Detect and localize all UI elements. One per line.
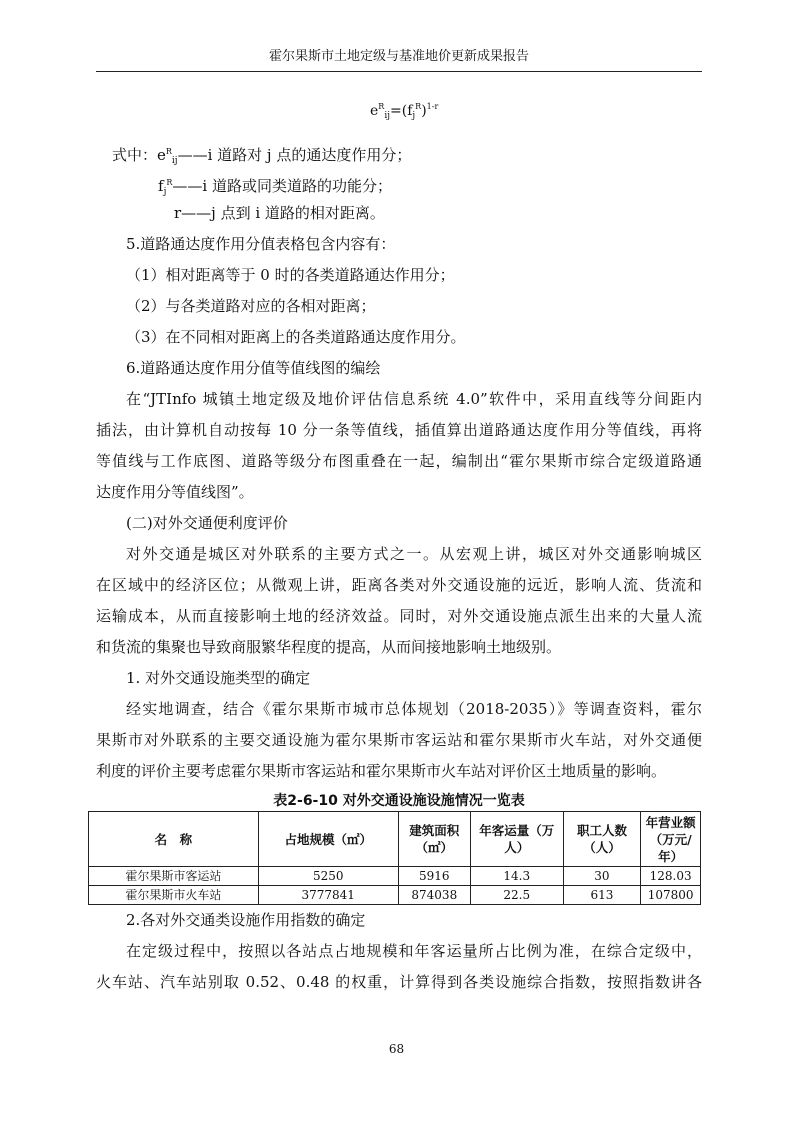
cell-building-area: 5916 bbox=[398, 867, 470, 886]
subsection-2-line-1: 对外交通是城区对外联系的主要方式之一。从宏观上讲，城区对外交通影响城区 bbox=[126, 545, 702, 563]
item-2-title: 2.各对外交通类设施作用指数的确定 bbox=[126, 911, 366, 929]
formula-eq: =(f bbox=[390, 103, 413, 119]
table-caption: 表2-6-10 对外交通设施设施情况一览表 bbox=[273, 793, 525, 809]
formula-exponent: 1-r bbox=[426, 102, 439, 111]
definition-3: r——j 点到 i 道路的相对距离。 bbox=[174, 204, 385, 222]
header-land-area: 占地规模（㎡） bbox=[258, 812, 398, 867]
cell-staff-count: 30 bbox=[563, 867, 641, 886]
page-body bbox=[96, 96, 702, 998]
subsection-2-title: (二)对外交通便利度评价 bbox=[126, 514, 288, 532]
section-6-line-3: 等值线与工作底图、道路等级分布图重叠在一起，编制出“霍尔果斯市综合定级道路通 bbox=[96, 452, 702, 470]
section-5-item-2: （2）与各类道路对应的各相对距离； bbox=[126, 297, 376, 315]
formula-lhs-sub: ij bbox=[384, 111, 390, 121]
formula-lhs-sup: R bbox=[378, 102, 385, 111]
subsection-2-line-4: 和货流的集聚也导致商服繁华程度的提高，从而间接地影响土地级别。 bbox=[96, 638, 562, 656]
section-5-item-3: （3）在不同相对距离上的各类道路通达度作用分。 bbox=[126, 328, 466, 346]
header-staff-count: 职工人数（人） bbox=[563, 812, 641, 867]
cell-name: 霍尔果斯市火车站 bbox=[89, 886, 259, 905]
formula-f-sub: j bbox=[412, 111, 416, 121]
section-5-title: 5.道路通达度作用分值表格包含内容有： bbox=[126, 235, 396, 253]
formula-expression bbox=[370, 102, 438, 121]
header-passenger-volume: 年客运量（万人） bbox=[470, 812, 563, 867]
item-2-line-1: 在定级过程中，按照以各站点占地规模和年客运量所占比例为准，在综合定级中， bbox=[126, 942, 702, 960]
cell-building-area: 874038 bbox=[398, 886, 470, 905]
definition-1-text: ——i 道路对 j 点的通达度作用分； bbox=[177, 146, 412, 164]
subsection-2-line-3: 运输成本，从而直接影响土地的经济效益。同时，对外交通设施点派生出来的大量人流 bbox=[96, 607, 702, 625]
cell-revenue: 107800 bbox=[641, 886, 701, 905]
subsection-2-line-2: 在区域中的经济区位；从微观上讲，距离各类对外交通设施的远近，影响人流、货流和 bbox=[96, 576, 702, 594]
definition-2-pre: f bbox=[158, 177, 164, 195]
header-revenue: 年营业额（万元/年） bbox=[641, 812, 701, 867]
cell-name: 霍尔果斯市客运站 bbox=[89, 867, 259, 886]
definition-1-sup: R bbox=[165, 147, 172, 156]
formula bbox=[96, 96, 702, 136]
facilities-table bbox=[88, 811, 701, 905]
cell-land-area: 3777841 bbox=[258, 886, 398, 905]
cell-revenue: 128.03 bbox=[641, 867, 701, 886]
definition-1-sub: ij bbox=[171, 156, 178, 166]
section-5-item-1: （1）相对距离等于 0 时的各类道路通达作用分； bbox=[126, 266, 455, 284]
definition-2-sub: j bbox=[163, 187, 167, 197]
page-number: 68 bbox=[388, 1042, 405, 1056]
item-1-line-2: 果斯市对外联系的主要交通设施为霍尔果斯市客运站和霍尔果斯市火车站，对外交通便 bbox=[96, 731, 702, 749]
cell-passenger-volume: 22.5 bbox=[470, 886, 563, 905]
formula-lhs: e bbox=[370, 103, 379, 119]
definition-1 bbox=[96, 136, 702, 167]
item-2-line-2: 火车站、汽车站别取 0.52、0.48 的权重，计算得到各类设施综合指数，按照指数讲各 bbox=[96, 973, 702, 991]
definition-2-sup: R bbox=[166, 178, 173, 187]
section-6-line-2: 插法，由计算机自动按每 10 分一条等值线，插值算出道路通达度作用分等值线，再将 bbox=[96, 421, 702, 439]
cell-staff-count: 613 bbox=[563, 886, 641, 905]
cell-passenger-volume: 14.3 bbox=[470, 867, 563, 886]
header-building-area: 建筑面积（㎡） bbox=[398, 812, 470, 867]
definition-2 bbox=[96, 167, 702, 198]
item-1-title: 1. 对外交通设施类型的确定 bbox=[126, 669, 311, 687]
formula-f-sup: R bbox=[415, 102, 422, 111]
header-divider bbox=[96, 71, 702, 72]
table-row bbox=[89, 867, 701, 886]
section-6-line-4: 达度作用分等值线图”。 bbox=[96, 483, 254, 501]
definition-intro: 式中：e bbox=[112, 146, 166, 164]
item-1-line-1: 经实地调查，结合《霍尔果斯市城市总体规划（2018-2035）》等调查资料，霍尔 bbox=[126, 700, 702, 718]
section-6-line-1: 在“JTInfo 城镇土地定级及地价评估信息系统 4.0”软件中，采用直线等分间距内 bbox=[126, 390, 702, 408]
cell-land-area: 5250 bbox=[258, 867, 398, 886]
page-header: 霍尔果斯市土地定级与基准地价更新成果报告 bbox=[268, 49, 529, 64]
item-1-line-3: 利度的评价主要考虑霍尔果斯市客运站和霍尔果斯市火车站对评价区土地质量的影响。 bbox=[96, 762, 667, 780]
section-6-title: 6.道路通达度作用分值等值线图的编绘 bbox=[126, 359, 381, 377]
table-header-row bbox=[89, 812, 701, 867]
header-name: 名 称 bbox=[89, 812, 259, 867]
formula-close: ) bbox=[421, 103, 427, 119]
table-row bbox=[89, 886, 701, 905]
definition-2-text: ——i 道路或同类道路的功能分； bbox=[172, 177, 392, 195]
